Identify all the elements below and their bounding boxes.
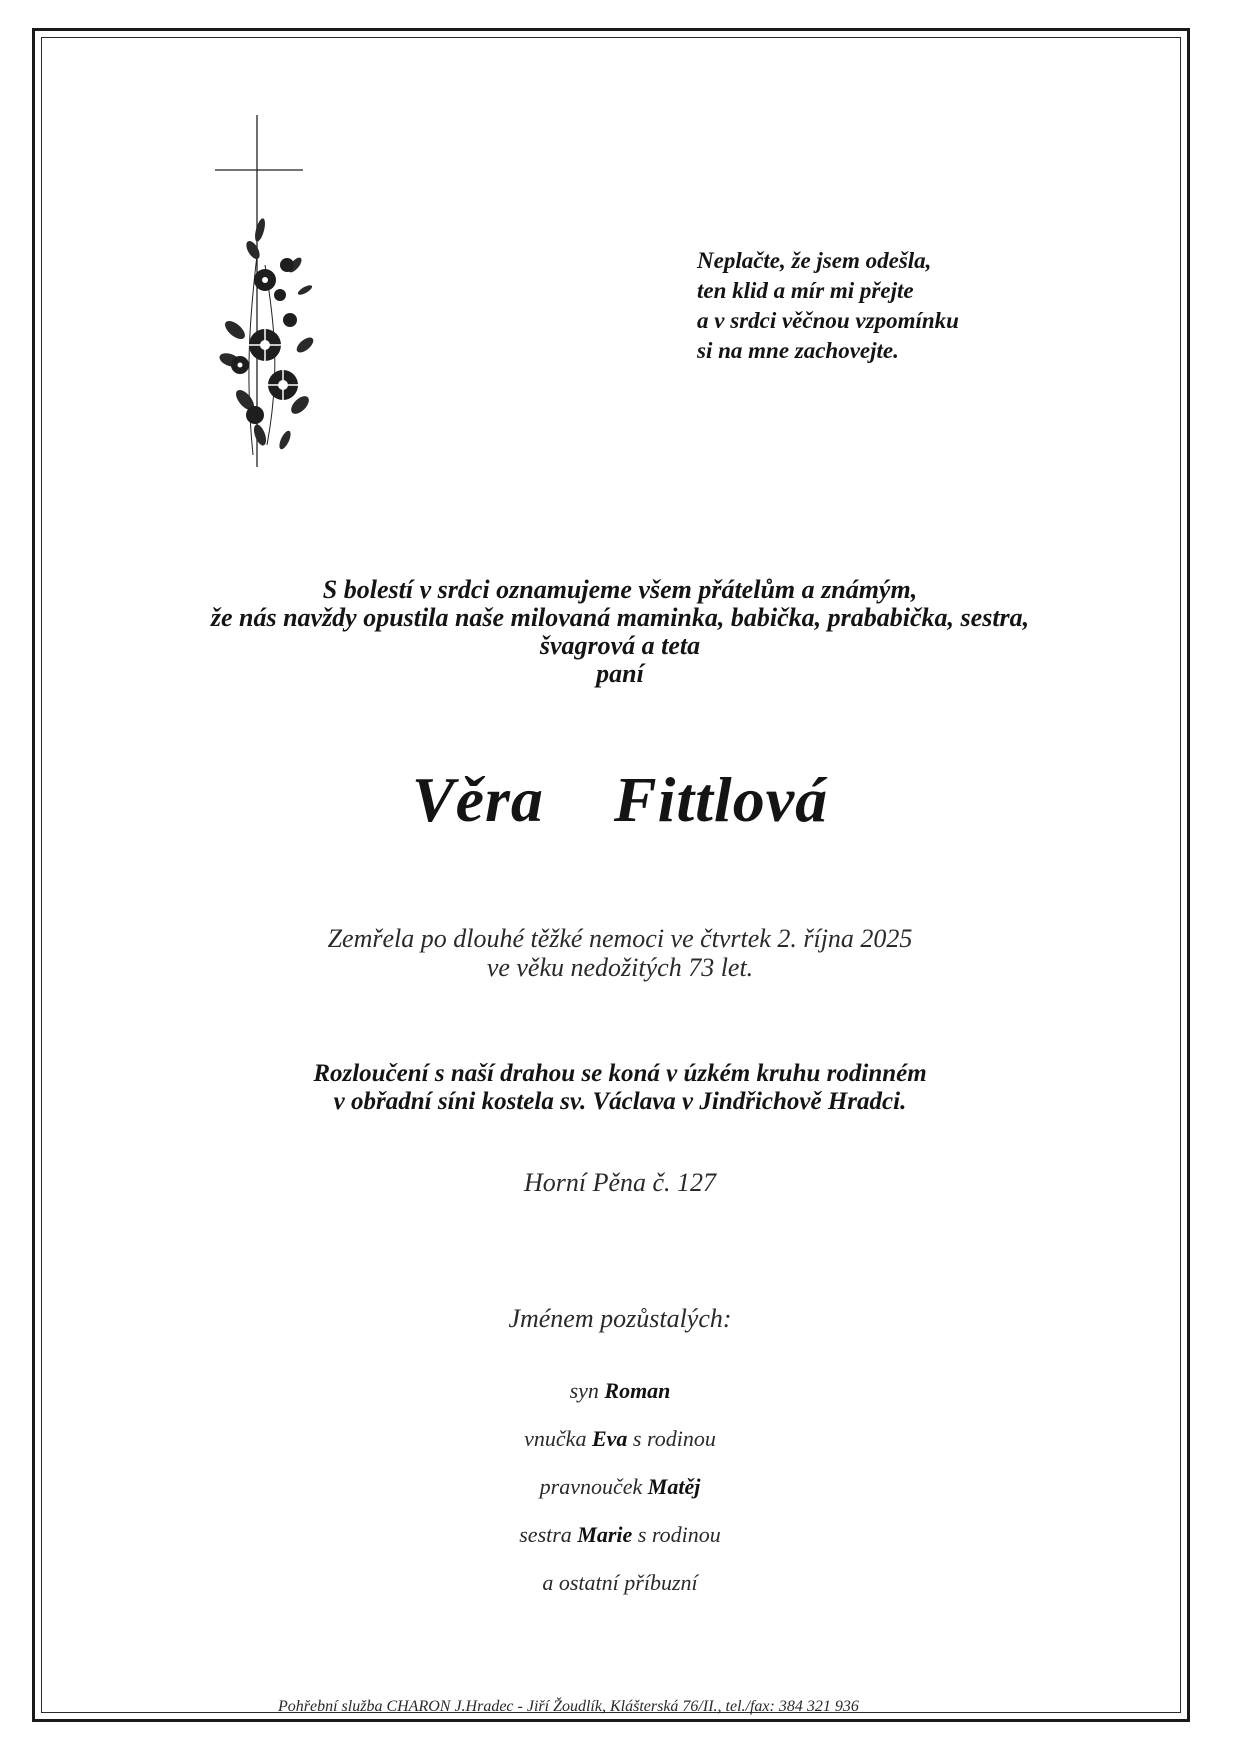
announcement-line: švagrová a teta [539,631,701,660]
mourner-item [0,1472,1240,1520]
announcement-line: paní [596,659,644,688]
mourner-name: Marie [577,1522,633,1547]
mourner-relation: pravnouček [539,1474,648,1499]
mourner-name: Eva [591,1426,628,1451]
mourner-relation: syn [569,1378,605,1403]
funeral-service-footer: Pohřební služba CHARON J.Hradec - Jiří Žoudlík, Klášterská 76/II., tel./fax: 384 321 936 [278,1698,859,1715]
mourner-suffix: s rodinou [632,1522,721,1547]
mourner-name: Roman [604,1378,671,1403]
farewell-line: Rozloučení s naší drahou se koná v úzkém kruhu rodinném [313,1060,927,1087]
announcement-line: S bolestí v srdci oznamujeme všem přátelům a známým, [322,575,918,604]
mourner-relation: sestra [519,1522,578,1547]
farewell-info [0,1060,1240,1116]
mourners-list [0,1376,1240,1616]
verse-line: ten klid a mír mi přejte [697,278,914,303]
death-info-line: ve věku nedožitých 73 let. [486,953,754,982]
mourner-relation: a ostatní příbuzní [542,1570,698,1595]
address: Horní Pěna č. 127 [523,1168,717,1197]
cross-with-flowers-icon [205,115,355,480]
announcement-line: že nás navždy opustila naše milovaná maminka, babička, prababička, sestra, [210,603,1030,632]
mourner-name: Matěj [647,1474,701,1499]
mourner-relation: vnučka [524,1426,592,1451]
mourner-suffix: s rodinou [627,1426,716,1451]
farewell-line: v obřadní síni kostela sv. Václava v Jindřichově Hradci. [333,1088,907,1115]
verse-line: Neplačte, že jsem odešla, [697,248,932,273]
announcement [0,576,1240,688]
signoff: Jménem pozůstalých: [508,1304,732,1333]
mourner-item [0,1424,1240,1472]
death-info-line: Zemřela po dlouhé těžké nemoci ve čtvrtek 2. října 2025 [327,924,913,953]
deceased-name: Věra Fittlová [411,764,829,835]
death-info [0,924,1240,982]
mourner-item [0,1520,1240,1568]
verse-line: a v srdci věčnou vzpomínku [697,308,959,333]
verse-line: si na mne zachovejte. [697,338,899,363]
mourner-item [0,1568,1240,1616]
mourner-item [0,1376,1240,1424]
verse [697,246,1057,366]
